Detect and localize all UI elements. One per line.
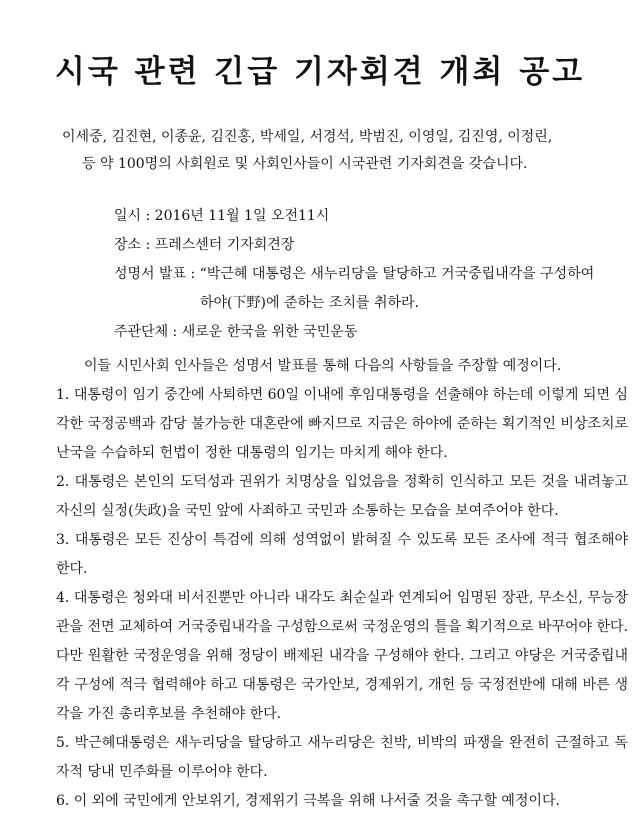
event-statement-continued: 하야(下野)에 준하는 조치를 취하라. <box>200 295 420 311</box>
event-info <box>114 202 614 347</box>
claim-item: 1. 대통령이 임기 중간에 사퇴하면 60일 이내에 후임대통령을 선출해야 하는데 이렇게 되면 심각한 국정공백과 감당 불가능한 대혼란에 빠지므로 지금은 하야에 준하는 획기적인 비상조치로 난국을 수습하되 헌법이 정한 대통령의 임기는 마치게 해야 한다. <box>56 387 628 461</box>
page-title: 시국 관련 긴급 기자회견 개최 공고 <box>54 54 586 90</box>
claim-item: 5. 박근혜대통령은 새누리당을 탈당하고 새누리당은 친박, 비박의 파쟁을 완전히 근절하고 독자적 당내 민주화를 이루어야 한다. <box>56 735 628 780</box>
claims-section <box>56 352 628 816</box>
claim-item: 2. 대통령은 본인의 도덕성과 권위가 치명상을 입었음을 정확히 인식하고 모든 것을 내려놓고 자신의 실정(失政)을 국민 앞에 사죄하고 국민과 소통하는 모습을 보여주어야 한다. <box>56 474 628 519</box>
intro-paragraph <box>50 124 625 178</box>
claim-item: 3. 대통령은 모든 진상이 특검에 의해 성역없이 밝혀질 수 있도록 모든 조사에 적극 협조해야 한다. <box>56 532 628 577</box>
claim-item: 4. 대통령은 청와대 비서진뿐만 아니라 내각도 최순실과 연계되어 임명된 장관, 무소신, 무능장관을 전면 교체하여 거국중립내각을 구성함으로써 국정운영의 틀을 획기적으로 바꾸어야 한다. 다만 원활한 국정운영을 위해 정당이 배제된 내각을 구성해야 한다. 그리고 야당은 거국중립내각 구성에 적극 협력해야 하고 대통령은 국가안보, 경제위기, 개헌 등 국정전반에 대해 바른 생각을 가진 총리후보를 추천해야 한다. <box>56 590 628 722</box>
event-statement: 성명서 발표 : “박근혜 대통령은 새누리당을 탈당하고 거국중립내각을 구성하여 <box>114 266 595 282</box>
intro-line: 이세중, 김진현, 이종윤, 김진홍, 박세일, 서경석, 박범진, 이영일, 김진영, 이정린, <box>62 129 553 145</box>
claims-lead: 이들 시민사회 인사들은 성명서 발표를 통해 다음의 사항들을 주장할 예정이다. <box>84 358 562 374</box>
intro-line: 등 약 100명의 사회원로 및 사회인사들이 시국관련 기자회견을 갖습니다. <box>82 156 528 172</box>
event-place: 장소 : 프레스센터 기자회견장 <box>114 237 295 253</box>
claim-item: 6. 이 외에 국민에게 안보위기, 경제위기 극복을 위해 나서줄 것을 촉구할 예정이다. <box>56 793 560 809</box>
event-organizer: 주관단체 : 새로운 한국을 위한 국민운동 <box>114 324 358 340</box>
event-date: 일시 : 2016년 11월 1일 오전11시 <box>114 208 330 224</box>
